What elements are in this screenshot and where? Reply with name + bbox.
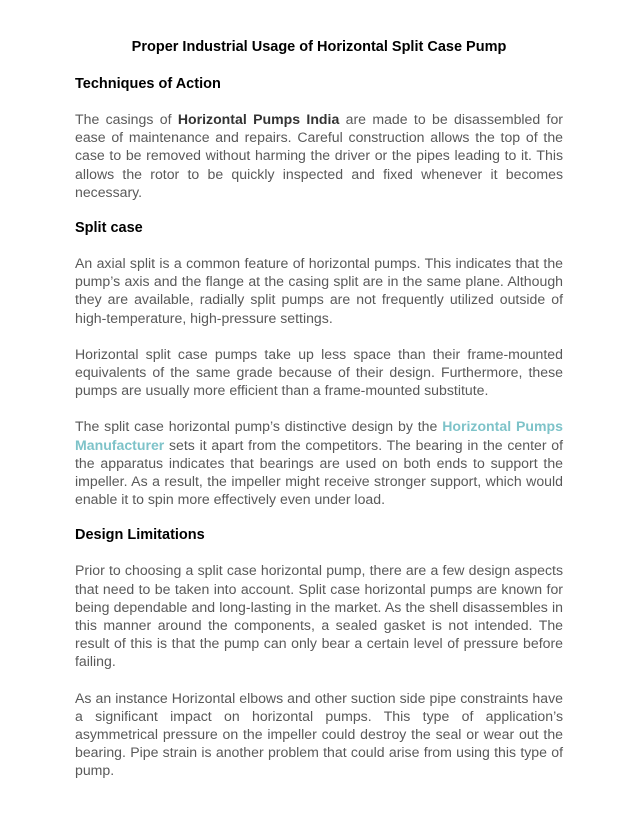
spacer (75, 56, 563, 75)
section-heading-techniques-of-action: Techniques of Action (75, 76, 221, 92)
spacer (75, 327, 563, 345)
spacer (75, 93, 563, 110)
paragraph (75, 417, 563, 508)
spacer (75, 201, 563, 219)
paragraph-text: Horizontal split case pumps take up less space than their frame-mounted equivalents of the same grade because of their design. Furthermore, these pumps are usually more efficient than a frame-mounted substitute. (75, 345, 563, 399)
spacer (75, 671, 563, 689)
spacer (75, 237, 563, 254)
keyword-horizontal-pumps-india: Horizontal Pumps India (177, 111, 340, 127)
spacer (75, 399, 563, 417)
paragraph-text: An axial split is a common feature of horizontal pumps. This indicates that the pump’s axis and the flange at the casing split are in the same plane. Although they are available, radially split pumps are not frequently utilized outside of high-temperature, high-pressure settings. (75, 255, 563, 326)
section-heading-design-limitations: Design Limitations (75, 527, 205, 544)
spacer (75, 544, 563, 561)
paragraph (75, 345, 563, 400)
spacer (75, 508, 563, 526)
paragraph-text: The split case horizontal pump’s distinctive design by the (75, 418, 443, 435)
paragraph-text: As an instance Horizontal elbows and other suction side pipe constraints have a significant impact on horizontal pumps. This type of application’s asymmetrical pressure on the impeller could destroy the seal or wear out the bearing. Pipe strain is another problem that could arise from using this type of pump. (75, 689, 563, 779)
paragraph (75, 254, 563, 327)
paragraph-text: sets it apart from the competitors. The bearing in the center of the apparatus indicates that bearings are used on both ends to support the impeller. As a result, the impeller might receive stronger support, which would enable it to spin more effectively even under load. (75, 436, 563, 508)
document-page (75, 38, 563, 780)
link-horizontal-pumps-manufacturer[interactable]: Horizontal Pumps Manufacturer (75, 418, 563, 453)
paragraph-text: The casings of (75, 111, 178, 127)
paragraph (75, 561, 563, 670)
paragraph (75, 689, 563, 780)
paragraph (75, 110, 563, 201)
paragraph-text: Prior to choosing a split case horizontal pump, there are a few design aspects that need to be taken into account. Split case horizontal pumps are known for being dependable and long-lasting in the market. As the shell disassembles in this manner around the components, a sealed gasket is not intended. The result of this is that the pump can only bear a certain level of pressure before failing. (75, 562, 563, 670)
paragraph-text: are made to be disassembled for ease of maintenance and repairs. Careful construction allows the top of the case to be removed without harming the driver or the pipes leading to it. This allows the rotor to be quickly inspected and fixed whenever it becomes necessary. (75, 111, 563, 200)
section-heading-split-case: Split case (75, 220, 143, 237)
document-title: Proper Industrial Usage of Horizontal Split Case Pump (131, 39, 507, 55)
